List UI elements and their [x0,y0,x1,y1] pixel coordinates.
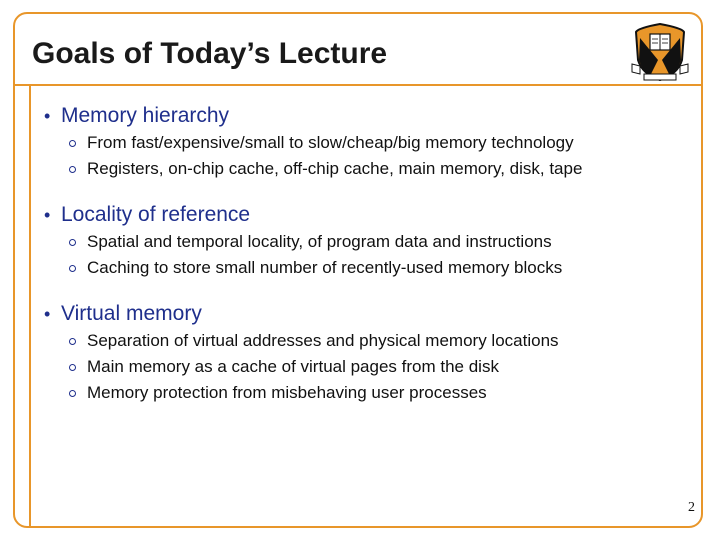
ring-bullet-icon [69,338,76,345]
ring-bullet-icon [69,239,76,246]
slide-title: Goals of Today’s Lecture [32,37,388,70]
section-locality-of-reference [44,201,694,281]
ring-bullet-icon [69,140,76,147]
title-divider [13,84,703,86]
sub-bullet-item [69,328,694,354]
sub-bullet-item [69,156,694,182]
ring-bullet-icon [69,166,76,173]
ring-bullet-icon [69,390,76,397]
ring-bullet-icon [69,265,76,272]
slide-content [44,102,694,425]
bullet-heading-text: Virtual memory [61,302,202,325]
sub-bullet-item [69,380,694,406]
sub-bullet-item [69,130,694,156]
sub-bullet-text: From fast/expensive/small to slow/cheap/big memory technology [87,133,574,152]
bullet-heading [44,102,694,130]
sub-bullet-item [69,354,694,380]
bullet-dot-icon: • [44,304,51,324]
sub-bullet-text: Caching to store small number of recently-used memory blocks [87,258,563,277]
page-number: 2 [688,500,695,515]
bullet-heading [44,300,694,328]
bullet-dot-icon: • [44,106,51,126]
section-memory-hierarchy [44,102,694,182]
sub-bullet-text: Memory protection from misbehaving user processes [87,383,487,402]
sub-bullet-item [69,255,694,281]
sub-bullet-text: Spatial and temporal locality, of program data and instructions [87,232,552,251]
bullet-dot-icon: • [44,205,51,225]
left-margin-rule [29,86,31,528]
princeton-shield-icon [630,20,690,84]
sub-bullet-text: Main memory as a cache of virtual pages from the disk [87,357,499,376]
ring-bullet-icon [69,364,76,371]
section-virtual-memory [44,300,694,406]
sub-bullet-item [69,229,694,255]
bullet-heading-text: Memory hierarchy [61,104,230,127]
bullet-heading-text: Locality of reference [61,203,251,226]
sub-bullet-text: Separation of virtual addresses and physical memory locations [87,331,559,350]
sub-bullet-text: Registers, on-chip cache, off-chip cache, main memory, disk, tape [87,159,583,178]
bullet-heading [44,201,694,229]
